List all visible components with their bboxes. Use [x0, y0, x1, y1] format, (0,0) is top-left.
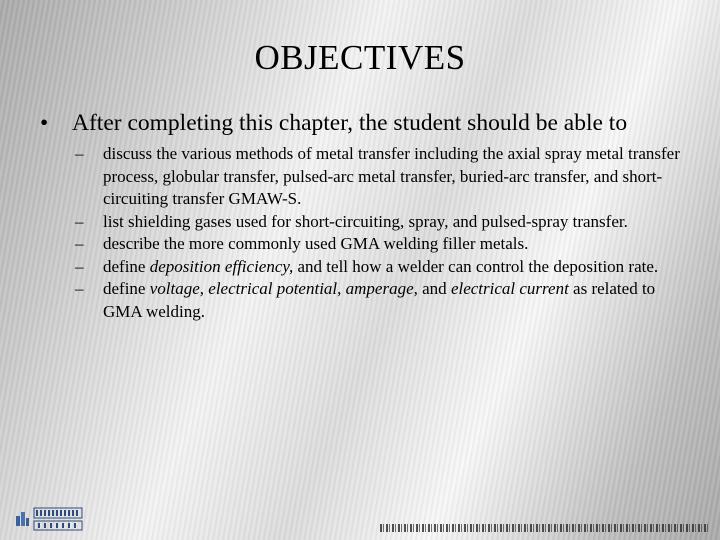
sub-bullet-text: [103, 257, 658, 276]
dash-marker: –: [75, 234, 84, 253]
bullet-marker: •: [40, 110, 49, 136]
dash-marker: –: [75, 211, 84, 231]
dash-marker: –: [75, 279, 84, 298]
sub-bullet-item: [75, 278, 685, 323]
text-segment: discuss the various methods of metal transfer including the axial spray metal transfer process, globular transfer, pulsed-arc metal transfer, buried-arc transfer, and short-circuiting transfer GMAW-S.: [103, 144, 680, 208]
sub-bullet-text: [103, 144, 680, 208]
slide-title: OBJECTIVES: [254, 38, 466, 77]
text-segment: and: [417, 279, 451, 298]
sub-bullet-list: [75, 143, 685, 323]
footer-barcode-decoration: [380, 524, 710, 532]
text-segment: list shielding gases used for short-circuiting, spray, and pulsed-spray transfer.: [103, 211, 628, 231]
sub-bullet-item: [75, 143, 685, 211]
text-segment: define: [103, 256, 150, 276]
dash-marker: –: [75, 256, 84, 276]
italic-term: deposition efficiency,: [149, 256, 294, 276]
main-bullet-text: After completing this chapter, the student should be able to: [72, 110, 628, 136]
italic-term: electrical current: [450, 279, 569, 298]
sub-bullet-text: [103, 279, 655, 321]
sub-bullet-text: [103, 212, 628, 231]
italic-term: voltage, electrical potential, amperage,: [149, 279, 418, 298]
sub-bullet-text: [103, 234, 528, 253]
text-segment: define: [103, 279, 150, 298]
publisher-logo-icon: [14, 504, 84, 534]
main-bullet: [40, 108, 700, 138]
text-segment: describe the more commonly used GMA welding filler metals.: [103, 234, 529, 253]
text-segment: as related to GMA welding.: [103, 279, 656, 321]
sub-bullet-item: [75, 211, 685, 234]
text-segment: and tell how a welder can control the deposition rate.: [293, 256, 659, 276]
sub-bullet-item: [75, 233, 685, 256]
sub-bullet-item: [75, 256, 685, 279]
dash-marker: –: [75, 144, 84, 163]
